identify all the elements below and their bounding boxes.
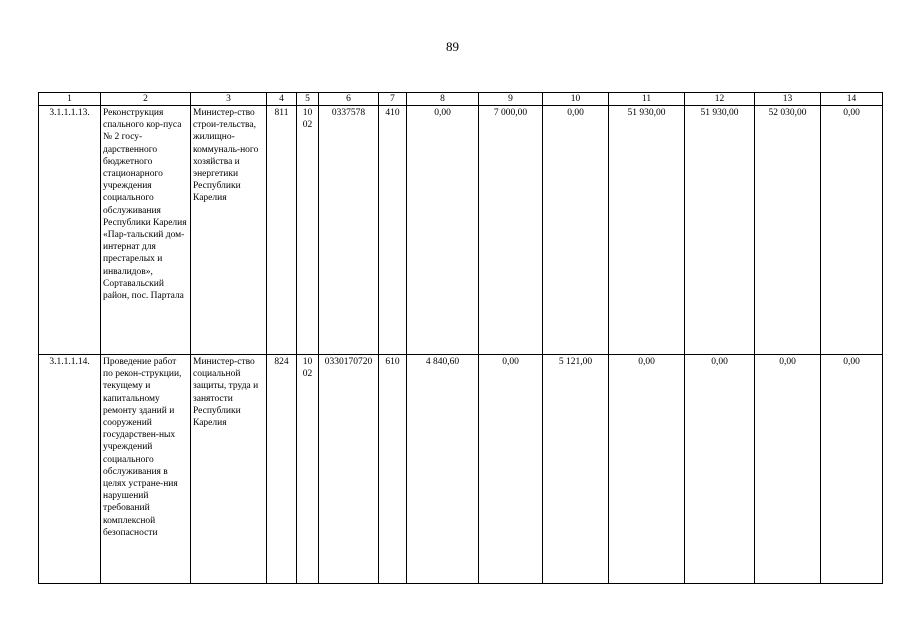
column-header-1: 1 <box>39 93 101 106</box>
column-header-12: 12 <box>685 93 755 106</box>
row-col-7: 410 <box>379 106 407 355</box>
row-col-9: 7 000,00 <box>479 106 543 355</box>
column-number-header-row <box>39 93 883 106</box>
table-row <box>39 355 883 584</box>
column-header-13: 13 <box>755 93 821 106</box>
row-responsible: Министер-ство строи-тельства, жилищно-коммуналь-ного хозяйства и энергетики Республики Карелия <box>191 106 267 355</box>
column-header-9: 9 <box>479 93 543 106</box>
row-col-5: 10 02 <box>297 355 319 584</box>
column-header-2: 2 <box>101 93 191 106</box>
row-col-12: 0,00 <box>685 355 755 584</box>
column-header-4: 4 <box>267 93 297 106</box>
column-header-3: 3 <box>191 93 267 106</box>
row-col-10: 0,00 <box>543 106 609 355</box>
row-col-10: 5 121,00 <box>543 355 609 584</box>
row-col-8: 4 840,60 <box>407 355 479 584</box>
table-row <box>39 106 883 355</box>
page-number: 89 <box>446 39 459 54</box>
budget-table <box>38 92 883 584</box>
row-col-5: 10 02 <box>297 106 319 355</box>
column-header-5: 5 <box>297 93 319 106</box>
row-col-4: 811 <box>267 106 297 355</box>
column-header-10: 10 <box>543 93 609 106</box>
column-header-8: 8 <box>407 93 479 106</box>
row-responsible: Министер-ство социальной защиты, труда и занятости Республики Карелия <box>191 355 267 584</box>
row-col-13: 0,00 <box>755 355 821 584</box>
row-col-13: 52 030,00 <box>755 106 821 355</box>
row-code: 3.1.1.1.14. <box>39 355 101 584</box>
column-header-6: 6 <box>319 93 379 106</box>
row-col-7: 610 <box>379 355 407 584</box>
row-col-6: 0337578 <box>319 106 379 355</box>
row-col-9: 0,00 <box>479 355 543 584</box>
row-col-4: 824 <box>267 355 297 584</box>
row-col-14: 0,00 <box>821 106 883 355</box>
row-col-8: 0,00 <box>407 106 479 355</box>
row-col-6: 0330170720 <box>319 355 379 584</box>
row-description: Проведение работ по рекон-струкции, текущему и капитальному ремонту зданий и сооружений государствен-ных учреждений социального обслуживания в целях устране-ния нарушений требований комплексной безопасности <box>101 355 191 584</box>
row-description: Реконструкция спального кор-пуса № 2 госу-дарственного бюджетного стационарного учреждения социального обслуживания Республики Карелия «Пар-тальский дом-интернат для престарелых и инвалидов», Сортавальский район, пос. Партала <box>101 106 191 355</box>
row-col-11: 0,00 <box>609 355 685 584</box>
row-col-14: 0,00 <box>821 355 883 584</box>
column-header-14: 14 <box>821 93 883 106</box>
column-header-7: 7 <box>379 93 407 106</box>
row-col-11: 51 930,00 <box>609 106 685 355</box>
row-code: 3.1.1.1.13. <box>39 106 101 355</box>
row-col-12: 51 930,00 <box>685 106 755 355</box>
column-header-11: 11 <box>609 93 685 106</box>
